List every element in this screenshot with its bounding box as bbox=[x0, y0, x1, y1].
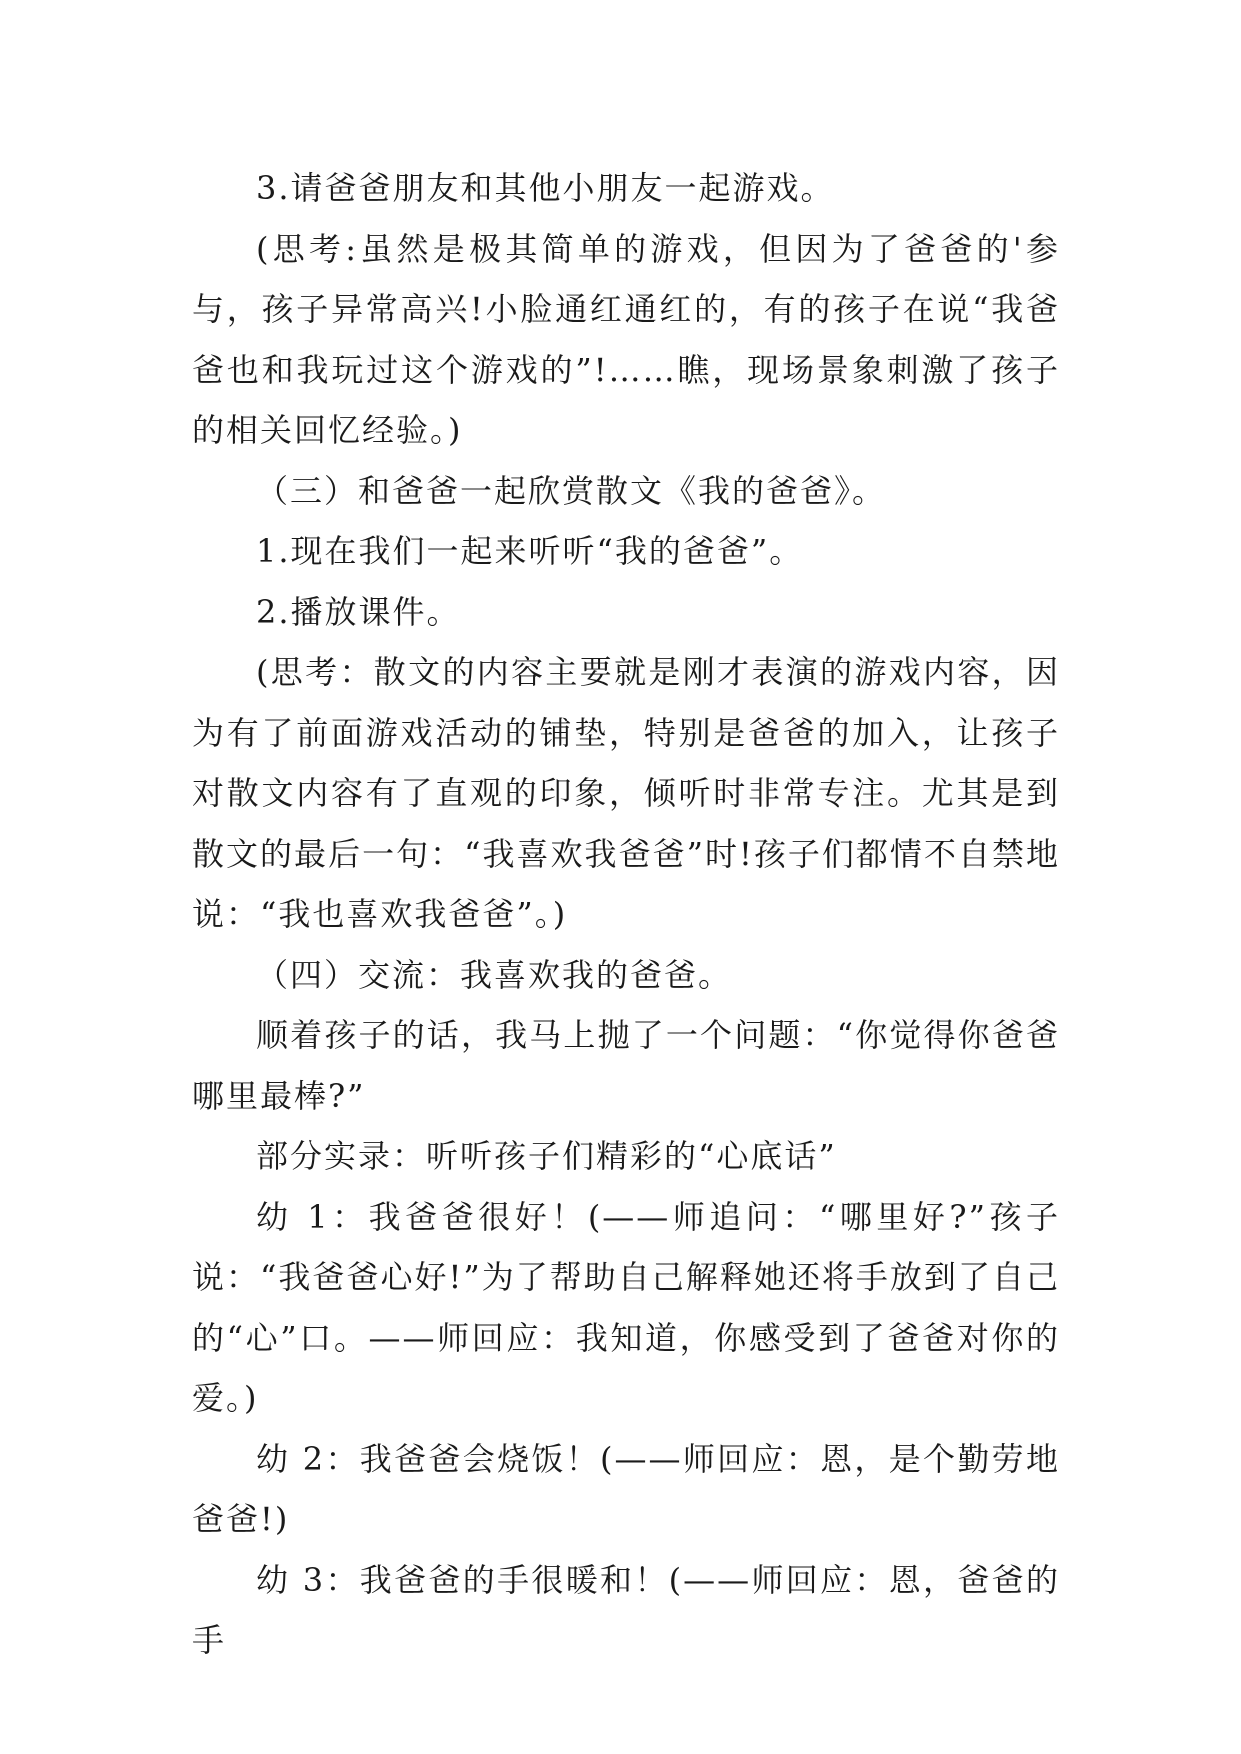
section-heading-three: （三）和爸爸一起欣赏散文《我的爸爸》。 bbox=[256, 471, 887, 510]
document-body bbox=[192, 158, 1060, 1671]
paragraph-reflection-prose: (思考：散文的内容主要就是刚才表演的游戏内容，因为有了前面游戏活动的铺垫，特别是爸爸的加入，让孩子对散文内容有了直观的印象，倾听时非常专注。尤其是到散文的最后一句：“我喜欢我爸爸”时!孩子们都情不自禁地说：“我也喜欢我爸爸”。) bbox=[192, 653, 1060, 933]
paragraph-question: 顺着孩子的话，我马上抛了一个问题：“你觉得你爸爸哪里最棒?” bbox=[192, 1016, 1060, 1115]
paragraph-reflection-game: (思考:虽然是极其简单的游戏，但因为了爸爸的'参与，孩子异常高兴!小脸通红通红的，有的孩子在说“我爸爸也和我玩过这个游戏的”!……瞧，现场景象刺激了孩子的相关回忆经验。) bbox=[192, 229, 1060, 449]
paragraph-record-intro: 部分实录：听听孩子们精彩的“心底话” bbox=[256, 1137, 837, 1175]
section-heading-four: （四）交流：我喜欢我的爸爸。 bbox=[256, 955, 733, 994]
paragraph-child-3: 幼 3：我爸爸的手很暖和！(——师回应：恩，爸爸的手 bbox=[192, 1560, 1060, 1659]
paragraph-child-1: 幼 1：我爸爸很好！(——师追问：“哪里好?”孩子说：“我爸爸心好!”为了帮助自己解释她还将手放到了自己的“心”口。——师回应：我知道，你感受到了爸爸对你的爱。) bbox=[192, 1197, 1060, 1417]
paragraph-child-2: 幼 2：我爸爸会烧饭！(——师回应：恩，是个勤劳地爸爸!) bbox=[192, 1439, 1060, 1538]
paragraph-play-courseware: 2.播放课件。 bbox=[256, 592, 461, 631]
paragraph-game-invite: 3.请爸爸朋友和其他小朋友一起游戏。 bbox=[256, 169, 835, 207]
paragraph-listen: 1.现在我们一起来听听“我的爸爸”。 bbox=[256, 532, 804, 570]
